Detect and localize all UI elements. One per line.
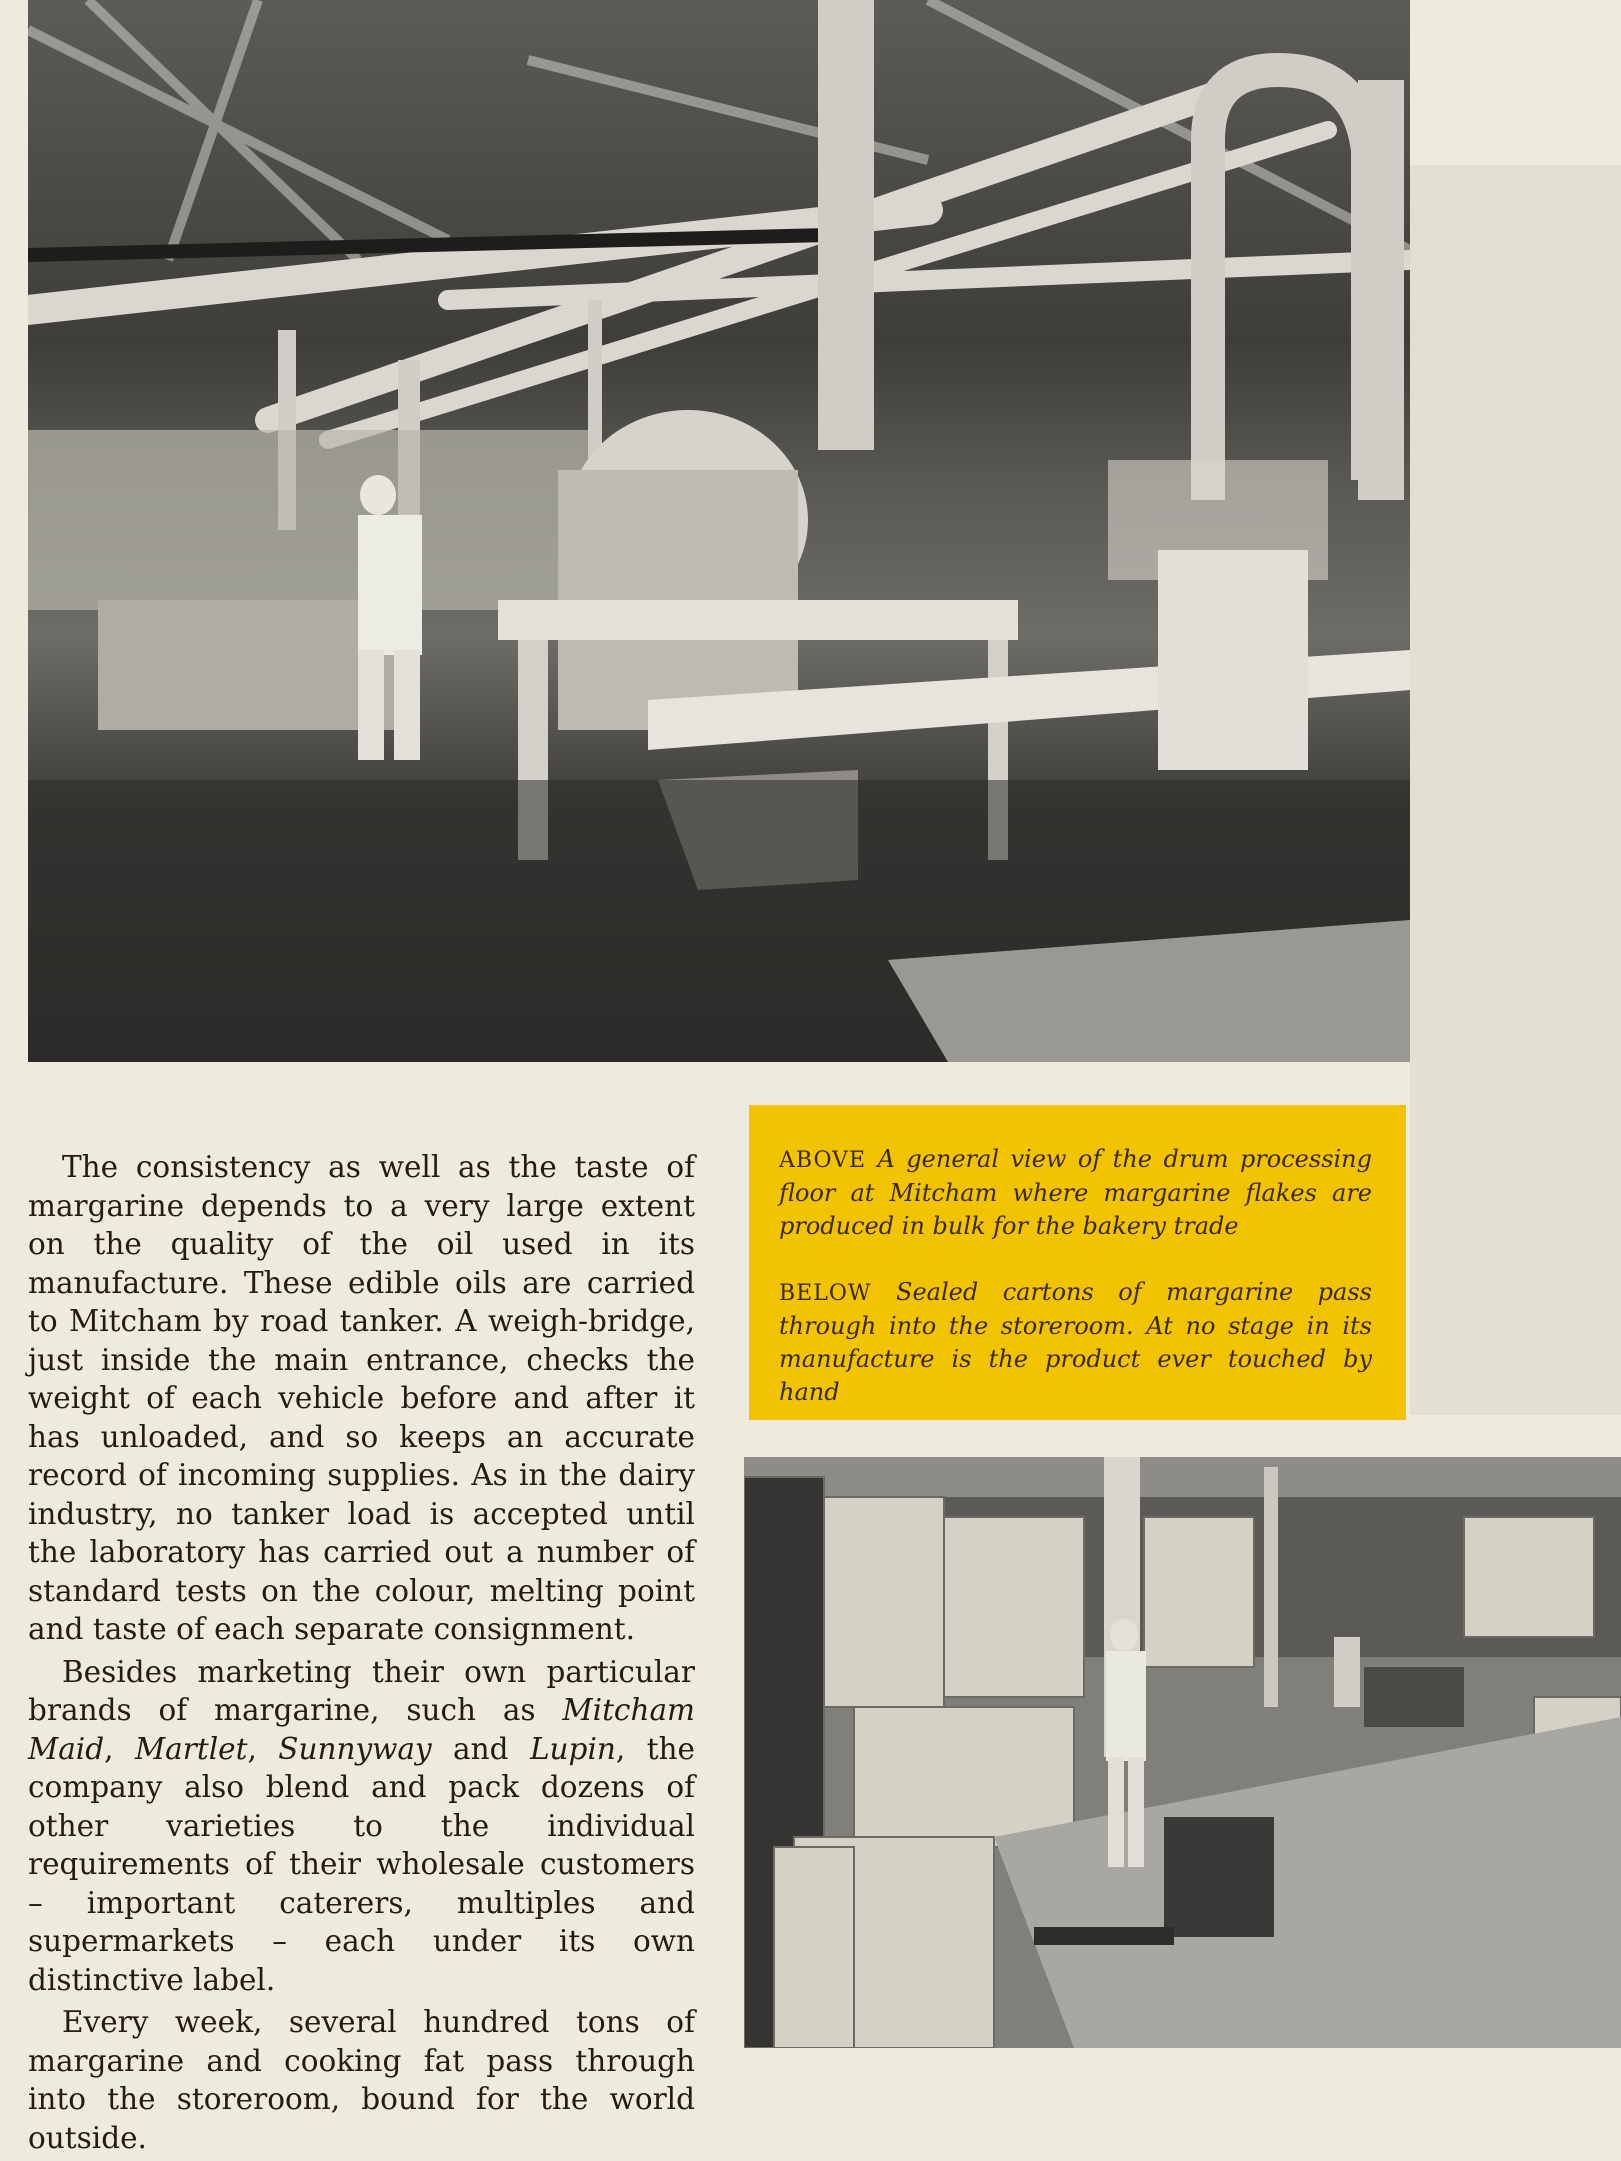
- paragraph-2: [28, 1653, 695, 2000]
- caption-above: [779, 1143, 1372, 1243]
- brand-separator: ,: [247, 1731, 279, 1766]
- caption-below: [779, 1276, 1372, 1409]
- caption-above-label: ABOVE: [779, 1148, 867, 1173]
- article-body: [28, 1148, 695, 2161]
- photo-drum-processing-floor: [28, 0, 1410, 1062]
- paragraph-2-end: , the company also blend and pack dozens of other varieties to the individual requirements of their wholesale customers – important caterers, multiples and supermarkets – each under its own distinctive label.: [28, 1731, 696, 1997]
- brand-mitcham-maid: Mitcham Maid: [28, 1693, 695, 1766]
- brand-separator: and: [431, 1731, 530, 1766]
- show-through-text: [28, 1070, 698, 1090]
- storeroom-illustration: [744, 1457, 1621, 2048]
- paragraph-1: The consistency as well as the taste of margarine depends to a very large extent on the quality of the oil used in its manufacture. These edible oils are carried to Mitcham by road tanker. A weigh-bridge, just inside the main entrance, checks the weight of each vehicle before and after it has unloaded, and so keeps an accurate record of incoming supplies. As in the dairy industry, no tanker load is accepted until the laboratory has carried out a number of standard tests on the colour, melting point and taste of each separate consignment.: [28, 1150, 695, 1646]
- brand-sunnyway: Sunnyway: [278, 1731, 432, 1766]
- caption-box: [749, 1105, 1406, 1420]
- page-edge-shadow: [1410, 165, 1621, 1415]
- paragraph-3: Every week, several hundred tons of margarine and cooking fat pass through into the storeroom, bound for the world outside.: [28, 2005, 695, 2155]
- caption-below-label: BELOW: [779, 1281, 872, 1306]
- photo-storeroom: [744, 1457, 1621, 2048]
- caption-above-text: A general view of the drum processing floor at Mitcham where margarine flakes are produced in bulk for the bakery trade: [779, 1145, 1373, 1240]
- brand-martlet: Martlet: [134, 1731, 248, 1766]
- brand-lupin: Lupin: [529, 1731, 616, 1766]
- paragraph-2-start: Besides marketing their own particular brands of margarine, such as: [28, 1654, 695, 1727]
- caption-below-text: Sealed cartons of margarine pass through into the storeroom. At no stage in its manufacture is the product ever touched by hand: [779, 1278, 1372, 1406]
- brand-separator: ,: [104, 1731, 135, 1766]
- factory-floor-illustration: [28, 0, 1410, 1062]
